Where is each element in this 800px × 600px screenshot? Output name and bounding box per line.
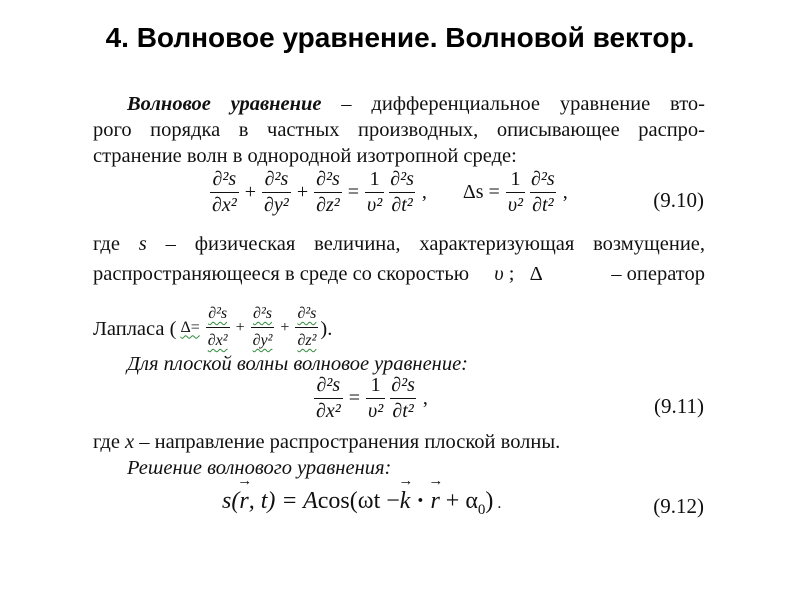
p1-line1-rest: – дифференциальное уравнение вто- (321, 93, 705, 115)
page-title: 4. Волновое уравнение. Волновой вектор. (105, 22, 695, 53)
term-wave-equation: Волновое уравнение (127, 93, 322, 115)
frac-1-v2-b: $\frac{1}{\text{υ²}}$ (507, 168, 524, 216)
equation-9-10: $\frac{\text{∂²s}}{\text{∂x²}}$ + $\frac{\text{∂²s}}{\text{∂y²}}$ + $\frac{\text{∂²s}}{\text{∂z²}}$ = $\frac{1}{\text{υ²}}$ $\frac{\text{∂²s}}{\text{∂t²}}$ , Δs = $\frac{1}{\text{υ²}}$ $\frac{\text{∂²s}}{\text{∂t²}}$ , (212, 168, 568, 216)
symbol-delta: Δ (529, 263, 543, 285)
paragraph-1-line-3: странение волн в однородной изотропной среде: (93, 145, 517, 167)
equation-number-9-10: (9.10) (653, 188, 704, 212)
vector-r: → r (239, 488, 248, 515)
vector-r-2: → r (430, 488, 439, 515)
frac-d2s-dy2: $\frac{\text{∂²s}}{\text{∂y²}}$ (264, 168, 289, 216)
laplace-lhs: Δs = (462, 181, 500, 203)
paragraph-1-line-2: рого порядка в частных производных, описывающее распро- (93, 119, 705, 141)
paragraph-1-line-1 (93, 92, 705, 116)
paragraph-2-line-1: где s – физическая величина, характеризующая возмущение, (93, 233, 706, 255)
vector-k: → k (400, 488, 411, 515)
paragraph-3: Для плоской волны волновое уравнение: (127, 353, 469, 375)
frac-d2s-dt2: $\frac{\text{∂²s}}{\text{∂t²}}$ (390, 168, 414, 216)
equation-number-9-11: (9.11) (654, 394, 704, 418)
paragraph-5: Решение волнового уравнения: (127, 457, 392, 479)
equation-9-11: $\frac{\text{∂²s}}{\text{∂x²}}$ = $\frac{1}{\text{υ²}}$ $\frac{\text{∂²s}}{\text{∂t²}}$ , (316, 374, 428, 422)
paragraph-4: где x – направление распространения плоской волны. (93, 431, 561, 453)
paragraph-2-line-2: распространяющееся в среде со скоростью υ ; Δ – оператор (93, 263, 705, 285)
frac-d2s-dx2: $\frac{\text{∂²s}}{\text{∂x²}}$ (212, 168, 237, 216)
laplace-operator-formula: Δ= $\frac{\text{∂²s}}{\text{∂x²}}$ + $\frac{\text{∂²s}}{\text{∂y²}}$ + $\frac{\text{∂²s}}{\text{∂z²}}$ (176, 318, 320, 335)
symbol-v: υ (494, 263, 504, 285)
equation-9-12: s(→ r, t) = Acos(ωt −→ k · → $r + \alpha_0$) . (222, 488, 501, 519)
paragraph-2-line-3: Лапласа ( Δ= $\frac{\text{∂²s}}{\text{∂x²}}$ + $\frac{\text{∂²s}}{\text{∂y²}}$ + $\frac{\text{∂²s}}{\text{∂z²}}$ ). (93, 306, 705, 357)
frac-1-v2: $\frac{1}{\text{υ²}}$ (367, 168, 383, 216)
equation-number-9-12: (9.12) (653, 494, 704, 518)
symbol-s: s (138, 233, 147, 255)
frac-d2s-dt2-b: $\frac{\text{∂²s}}{\text{∂t²}}$ (531, 168, 555, 216)
frac-d2s-dz2: $\frac{\text{∂²s}}{\text{∂z²}}$ (316, 168, 340, 216)
symbol-x: x (125, 431, 135, 453)
